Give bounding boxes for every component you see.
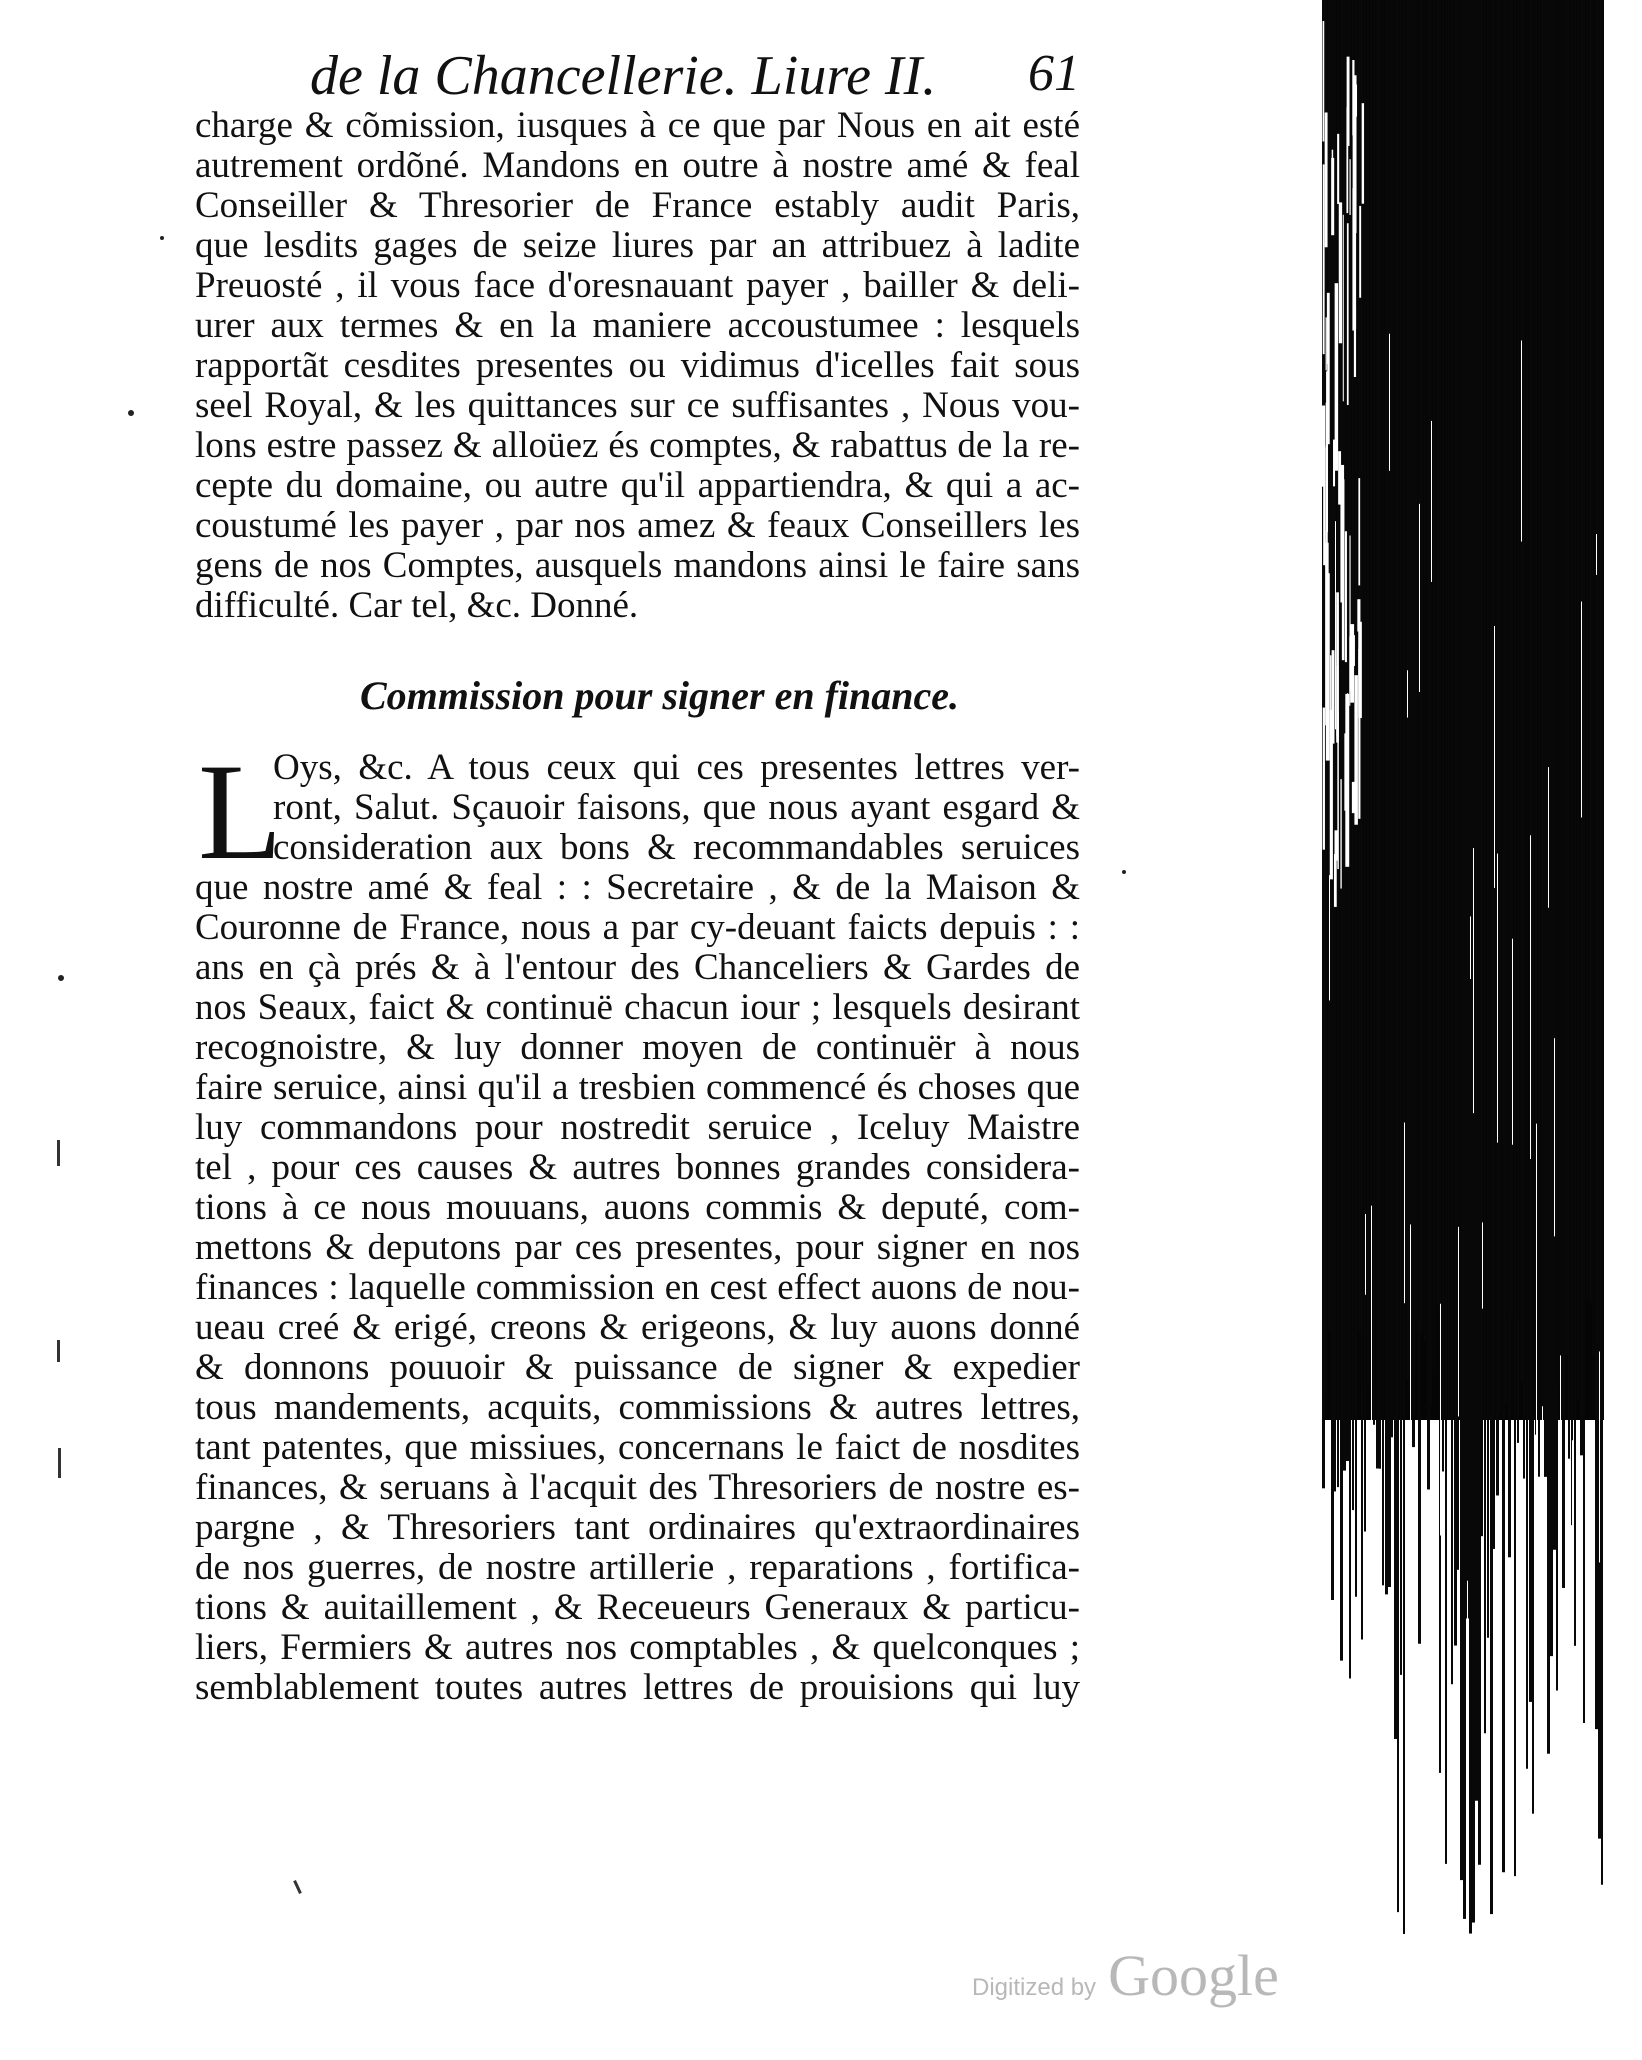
edge-streak bbox=[1583, 0, 1585, 1723]
edge-streak bbox=[1403, 0, 1405, 1934]
text-line: finances, & seruans à l'acquit des Thresoriers de nostre es- bbox=[195, 1468, 1080, 1508]
text-line: consideration aux bons & recommandables seruices bbox=[273, 828, 1080, 868]
edge-streak bbox=[1490, 0, 1493, 1914]
edge-fringe bbox=[1326, 573, 1330, 760]
text-line: tel , pour ces causes & autres bonnes grandes considera- bbox=[195, 1148, 1080, 1188]
paragraph-one bbox=[195, 106, 1080, 626]
edge-streak bbox=[1550, 0, 1553, 1656]
edge-streak bbox=[1577, 0, 1579, 1400]
edge-streak bbox=[1397, 0, 1399, 1912]
edge-streak bbox=[1361, 0, 1363, 1640]
edge-gap bbox=[1440, 1304, 1441, 1536]
edge-streak bbox=[1589, 0, 1592, 1302]
edge-streak bbox=[1568, 0, 1570, 1459]
edge-streak bbox=[1373, 0, 1375, 1425]
edge-fringe bbox=[1351, 635, 1355, 666]
edge-streak bbox=[1520, 0, 1523, 1381]
edge-fringe bbox=[1332, 150, 1333, 207]
edge-fringe bbox=[1337, 134, 1339, 204]
edge-streak bbox=[1421, 0, 1423, 1333]
edge-fringe bbox=[1349, 535, 1350, 691]
edge-gap bbox=[1473, 848, 1474, 1113]
watermark bbox=[972, 1942, 1279, 2009]
text-line: ueau creé & erigé, creons & erigeons, & luy auons donné bbox=[195, 1308, 1080, 1348]
edge-fringe bbox=[1358, 649, 1360, 819]
margin-speck bbox=[160, 236, 164, 240]
edge-streak bbox=[1595, 0, 1598, 1729]
edge-gap bbox=[1521, 341, 1522, 542]
edge-streak bbox=[1451, 0, 1453, 1684]
edge-streak bbox=[1385, 0, 1388, 1594]
edge-fringe bbox=[1336, 592, 1339, 742]
edge-streak bbox=[1463, 0, 1466, 1919]
paragraph-two bbox=[195, 735, 1080, 1708]
text-line: charge & cõmission, iusques à ce que par Nous en ait esté bbox=[195, 106, 1080, 146]
edge-streak bbox=[1514, 0, 1516, 1876]
edge-gap bbox=[1572, 1440, 1573, 1664]
edge-streak bbox=[1454, 0, 1457, 1646]
text-line: pargne , & Thresoriers tant ordinaires qu'extraordinaires bbox=[195, 1508, 1080, 1548]
edge-gap bbox=[1560, 1355, 1561, 1672]
edge-fringe bbox=[1340, 779, 1341, 888]
edge-streak bbox=[1505, 0, 1507, 1404]
text-line: tant patentes, que missiues, concernans le faict de nosdites bbox=[195, 1428, 1080, 1468]
edge-streak bbox=[1430, 0, 1432, 1405]
book-edge-scan-shadow bbox=[1322, 0, 1604, 1950]
text-line: ront, Salut. Sçauoir faisons, que nous ayant esgard & bbox=[273, 788, 1080, 828]
edge-fringe bbox=[1339, 202, 1342, 343]
edge-fringe bbox=[1327, 293, 1330, 444]
edge-fringe bbox=[1323, 708, 1325, 850]
edge-fringe bbox=[1349, 159, 1350, 215]
edge-gap bbox=[1512, 939, 1513, 1145]
edge-streak bbox=[1364, 0, 1366, 1532]
edge-streak bbox=[1538, 0, 1540, 1477]
text-line: Preuosté , il vous face d'oresnauant payer , bailler & deli- bbox=[195, 266, 1080, 306]
edge-gap bbox=[1542, 1406, 1543, 1658]
edge-fringe bbox=[1357, 599, 1360, 631]
running-title: de la Chancellerie. Liure II. bbox=[310, 45, 937, 107]
edge-gap bbox=[1482, 1222, 1483, 1308]
edge-streak bbox=[1478, 0, 1481, 1865]
edge-gap bbox=[1470, 916, 1471, 979]
edge-streak bbox=[1544, 0, 1547, 1477]
edge-streak bbox=[1526, 0, 1528, 1769]
text-line: que lesdits gages de seize liures par an attribuez à ladite bbox=[195, 226, 1080, 266]
edge-gap bbox=[1494, 626, 1495, 888]
margin-tick bbox=[58, 1448, 61, 1478]
text-line: cepte du domaine, ou autre qu'il appartiendra, & qui a ac- bbox=[195, 466, 1080, 506]
edge-streak bbox=[1460, 0, 1463, 1880]
edge-streak bbox=[1448, 0, 1450, 1419]
text-line: Couronne de France, nous a par cy-deuant faicts depuis : : bbox=[195, 908, 1080, 948]
edge-gap bbox=[1581, 602, 1582, 818]
edge-fringe bbox=[1356, 85, 1357, 117]
edge-gap bbox=[1371, 1206, 1372, 1533]
edge-fringe bbox=[1326, 317, 1327, 370]
edge-fringe bbox=[1333, 440, 1335, 487]
edge-streak bbox=[1475, 0, 1478, 1801]
text-line: faire seruice, ainsi qu'il a tresbien commencé és choses que bbox=[195, 1068, 1080, 1108]
text-line: autrement ordõné. Mandons en outre à nostre amé & feal bbox=[195, 146, 1080, 186]
edge-streak bbox=[1442, 0, 1444, 1471]
text-line: mettons & deputons par ces presentes, pour signer en nos bbox=[195, 1228, 1080, 1268]
edge-fringe bbox=[1323, 21, 1325, 141]
edge-streak bbox=[1484, 0, 1486, 1733]
section-heading: Commission pour signer en finance. bbox=[360, 673, 960, 718]
edge-streak bbox=[1427, 0, 1430, 1489]
edge-streak bbox=[1502, 0, 1505, 1872]
edge-streak bbox=[1412, 0, 1415, 1447]
edge-streak bbox=[1433, 0, 1435, 1370]
edge-fringe bbox=[1334, 854, 1337, 907]
edge-streak bbox=[1334, 0, 1336, 1491]
edge-streak bbox=[1400, 0, 1402, 1675]
edge-streak bbox=[1592, 0, 1594, 1356]
edge-streak bbox=[1562, 0, 1565, 1588]
edge-streak bbox=[1553, 0, 1556, 1550]
edge-streak bbox=[1541, 0, 1544, 1402]
edge-streak bbox=[1466, 0, 1469, 1618]
edge-gap bbox=[1599, 1351, 1600, 1562]
text-line: que nostre amé & feal : : Secretaire , & de la Maison & bbox=[195, 868, 1080, 908]
margin-tick bbox=[57, 1140, 60, 1166]
text-line: luy commandons pour nostredit seruice , Iceluy Maistre bbox=[195, 1108, 1080, 1148]
edge-fringe bbox=[1334, 830, 1338, 860]
edge-gap bbox=[1365, 1214, 1366, 1295]
book-edge-graphic bbox=[1322, 0, 1604, 1950]
edge-streak bbox=[1508, 0, 1511, 1557]
edge-streak bbox=[1394, 0, 1397, 1739]
edge-fringe bbox=[1354, 675, 1358, 825]
text-line: ans en çà prés & à l'entour des Chanceliers & Gardes de bbox=[195, 948, 1080, 988]
edge-gap bbox=[1458, 1227, 1459, 1417]
edge-streak bbox=[1349, 0, 1351, 1678]
edge-streak bbox=[1598, 0, 1601, 1839]
text-line: coustumé les payer , par nos amez & feaux Conseillers les bbox=[195, 506, 1080, 546]
edge-fringe bbox=[1362, 103, 1364, 204]
edge-gap bbox=[1404, 1122, 1405, 1303]
edge-streak bbox=[1556, 0, 1558, 1691]
edge-gap bbox=[1530, 835, 1531, 1159]
edge-fringe bbox=[1323, 164, 1325, 354]
text-line: Conseiller & Thresorier de France estably audit Paris, bbox=[195, 186, 1080, 226]
margin-tick bbox=[57, 1340, 60, 1362]
edge-streak bbox=[1445, 0, 1447, 1864]
edge-streak bbox=[1418, 0, 1421, 1644]
watermark-prefix: Digitized by bbox=[972, 1974, 1097, 2001]
edge-streak bbox=[1523, 0, 1525, 1479]
edge-fringe bbox=[1343, 215, 1344, 402]
edge-streak bbox=[1382, 0, 1384, 1585]
edge-gap bbox=[1431, 421, 1432, 582]
text-line: urer aux termes & en la maniere accoustumee : lesquels bbox=[195, 306, 1080, 346]
text-line: & donnons pouuoir & puissance de signer & expedier bbox=[195, 1348, 1080, 1388]
text-line: seel Royal, & les quittances sur ce suffisantes , Nous vou- bbox=[195, 386, 1080, 426]
edge-fringe bbox=[1335, 283, 1338, 471]
edge-streak bbox=[1367, 0, 1369, 1386]
text-line: recognoistre, & luy donner moyen de continuër à nous bbox=[195, 1028, 1080, 1068]
text-line: Oys, &c. A tous ceux qui ces presentes lettres ver- bbox=[273, 748, 1080, 788]
text-line: liers, Fermiers & autres nos comptables , & quelconques ; bbox=[195, 1628, 1080, 1668]
running-header bbox=[300, 38, 1080, 108]
edge-streak bbox=[1586, 0, 1588, 1300]
edge-gap bbox=[1389, 334, 1390, 471]
edge-fringe bbox=[1347, 223, 1349, 405]
edge-streak bbox=[1376, 0, 1379, 1469]
edge-streak bbox=[1370, 0, 1372, 1318]
margin-speck bbox=[128, 410, 134, 416]
drop-cap: L bbox=[198, 735, 283, 888]
page-number: 61 bbox=[1028, 45, 1080, 102]
edge-gap bbox=[1554, 1038, 1555, 1236]
edge-streak bbox=[1487, 0, 1489, 1638]
edge-gap bbox=[1497, 854, 1498, 1143]
text-line: rapportãt cesdites presentes ou vidimus d'icelles fait sous bbox=[195, 346, 1080, 386]
edge-gap bbox=[1410, 1224, 1411, 1525]
text-line: de nos guerres, de nostre artillerie , reparations , fortifica- bbox=[195, 1548, 1080, 1588]
edge-streak bbox=[1574, 0, 1576, 1646]
margin-tick bbox=[293, 1880, 302, 1894]
edge-gap bbox=[1329, 875, 1330, 1000]
edge-streak bbox=[1559, 0, 1561, 1391]
edge-streak bbox=[1571, 0, 1573, 1525]
edge-streak bbox=[1499, 0, 1501, 1414]
text-line: tous mandements, acquits, commissions & autres lettres, bbox=[195, 1388, 1080, 1428]
edge-streak bbox=[1565, 0, 1568, 1355]
edge-fringe bbox=[1325, 112, 1328, 247]
text-line: difficulté. Car tel, &c. Donné. bbox=[195, 586, 639, 626]
text-line: finances : laquelle commission en cest effect auons de nou- bbox=[195, 1268, 1080, 1308]
edge-streak bbox=[1517, 0, 1519, 1443]
text-line: lons estre passez & alloüez és comptes, & rabattus de la re- bbox=[195, 426, 1080, 466]
edge-gap bbox=[1467, 1581, 1468, 1785]
edge-gap bbox=[1596, 534, 1597, 575]
edge-gap bbox=[1548, 767, 1549, 908]
edge-streak bbox=[1436, 0, 1439, 1305]
edge-gap bbox=[1386, 1598, 1387, 1896]
edge-streak bbox=[1532, 0, 1534, 1814]
edge-streak bbox=[1379, 0, 1381, 1469]
edge-fringe bbox=[1358, 478, 1360, 585]
edge-fringe bbox=[1359, 206, 1361, 298]
edge-streak bbox=[1496, 0, 1499, 1495]
edge-fringe bbox=[1345, 531, 1347, 662]
edge-gap bbox=[1407, 670, 1408, 717]
margin-speck bbox=[1122, 870, 1126, 874]
edge-streak bbox=[1415, 0, 1417, 1324]
edge-streak bbox=[1388, 0, 1391, 1587]
edge-fringe bbox=[1344, 733, 1347, 810]
edge-streak bbox=[1391, 0, 1393, 1437]
edge-streak bbox=[1409, 0, 1412, 1399]
edge-gap bbox=[1335, 521, 1336, 729]
text-line: gens de nos Comptes, ausquels mandons ainsi le faire sans bbox=[195, 546, 1080, 586]
text-line: tions à ce nous mouuans, auons commis & deputé, com- bbox=[195, 1188, 1080, 1228]
edge-streak bbox=[1424, 0, 1426, 1341]
text-line: nos Seaux, faict & continuë chacun iour ; lesquels desirant bbox=[195, 988, 1080, 1028]
edge-fringe bbox=[1346, 107, 1348, 213]
margin-speck bbox=[58, 975, 64, 981]
edge-fringe bbox=[1330, 710, 1333, 880]
text-line: tions & auitaillement , & Receueurs Generaux & particu- bbox=[195, 1588, 1080, 1628]
text-line: semblablement toutes autres lettres de prouisions qui luy bbox=[195, 1668, 1080, 1708]
edge-fringe bbox=[1352, 188, 1354, 331]
edge-fringe bbox=[1338, 451, 1341, 504]
edge-gap bbox=[1536, 1124, 1537, 1453]
edge-gap bbox=[1419, 504, 1420, 692]
watermark-brand-logo: Google bbox=[1108, 1943, 1279, 2008]
edge-fringe bbox=[1352, 782, 1355, 813]
edge-streak bbox=[1601, 0, 1603, 1885]
